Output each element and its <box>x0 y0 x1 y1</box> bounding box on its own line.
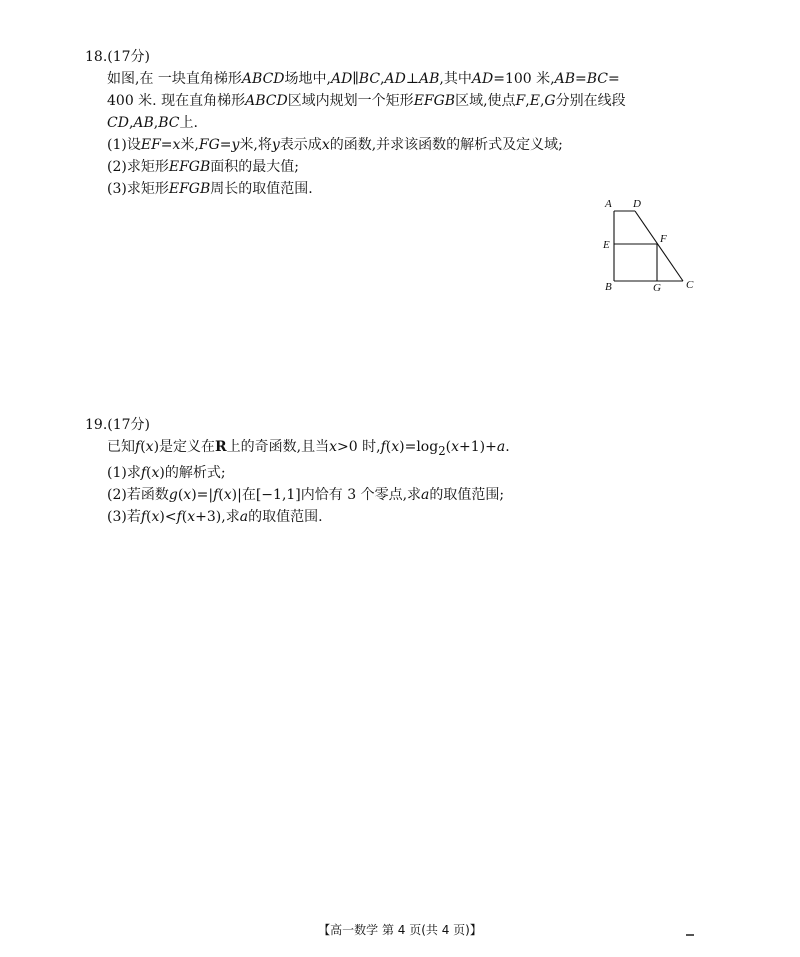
scan-mark <box>686 934 694 936</box>
problem-19-header <box>85 414 707 436</box>
problem-18 <box>85 46 707 200</box>
page-footer: 【高一数学 第 4 页(共 4 页)】 <box>318 923 482 937</box>
problem-score: (17分) <box>107 417 151 433</box>
problem-number: 18. <box>85 49 108 65</box>
problem-19-stem: 已知f(x)是定义在R上的奇函数,且当x>0 时$,f(x)=\log_2(x+1)+a$. <box>107 439 510 458</box>
label-b: B <box>605 281 612 293</box>
problem-18-stem-line-1: 如图,在 一块直角梯形ABCD场地中,AD∥BC,AD⊥AB,其中AD=100 米,AB=BC= <box>107 71 620 87</box>
problem-19 <box>85 414 707 528</box>
problem-19-sub-question-1: (1)求f(x)的解析式; <box>107 464 226 481</box>
problem-18-sub-question-3: (3)求矩形EFGB周长的取值范围. <box>107 181 313 197</box>
label-g: G <box>653 282 661 294</box>
problem-19-sub-question-3: (3)若f(x)<f(x+3),求a的取值范围. <box>107 508 323 525</box>
label-d: D <box>633 198 641 210</box>
label-c: C <box>686 279 694 291</box>
problem-score: (17分) <box>107 49 151 65</box>
problem-18-header <box>85 46 707 68</box>
trapezoid-figure <box>597 195 707 295</box>
label-e: E <box>603 239 610 251</box>
label-a: A <box>605 198 612 210</box>
problem-number: 19. <box>85 417 108 433</box>
problem-19-sub-question-2: (2)若函数g(x)=|f(x)|在[−1,1]内恰有 3 个零点,求a的取值范围; <box>107 486 505 503</box>
trapezoid-diagram <box>597 195 707 295</box>
label-f: F <box>660 233 667 245</box>
problem-18-sub-question-2: (2)求矩形EFGB面积的最大值; <box>107 159 299 175</box>
problem-18-stem-line-3: CD,AB,BC上. <box>107 115 198 131</box>
problem-18-stem-line-2: 400 米. 现在直角梯形ABCD区域内规划一个矩形EFGB区域,使点F,E,G分别在线段 <box>107 93 626 109</box>
segment-dc <box>635 211 683 281</box>
problem-18-sub-question-1: (1)设EF=x米,FG=y米,将y表示成x的函数,并求该函数的解析式及定义域; <box>107 137 563 153</box>
